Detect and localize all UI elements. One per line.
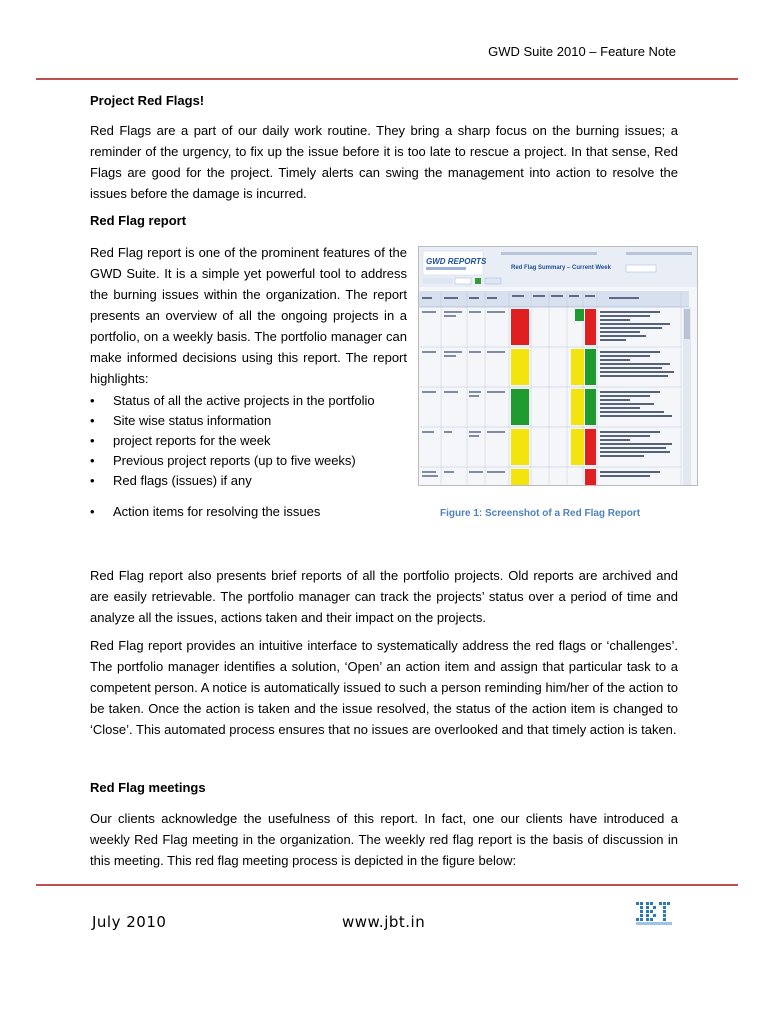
- bullet-icon: •: [90, 473, 95, 488]
- header-rule: [36, 78, 738, 80]
- figure-caption: Figure 1: Screenshot of a Red Flag Report: [440, 508, 641, 519]
- footer-rule: [36, 884, 738, 886]
- report-screenshot-image: [419, 247, 697, 485]
- bullet-icon: •: [90, 453, 95, 468]
- footer-url[interactable]: www.jbt.in: [342, 913, 426, 931]
- intro-paragraph: Red Flags are a part of our daily work routine. They bring a sharp focus on the burning issues; a reminder of the urgency, to fix up the issue before it is too late to rescue a project. In that sense, Red Flags are good for the project. Timely alerts can swing the management into action to resolve the issues before the damage is incurred.: [90, 123, 678, 201]
- footer-date: July 2010: [92, 913, 167, 931]
- figure-logo-text: GWD REPORTS: [426, 257, 487, 266]
- action-items-paragraph: Red Flag report provides an intuitive interface to systematically address the red flags or ‘challenges’. The portfolio manager identifies a solution, ‘Open’ an action item and assign that particular task to a competent person. A notice is automatically issued to such a person reminding him/her of the action to be taken. Once the action is taken and the issue resolved, the status of the action item is changed to ‘Close’. This automated process ensures that no issues are overlooked and that timely action is taken.: [90, 638, 678, 737]
- highlights-list: [90, 391, 400, 491]
- heading-red-flag-meetings: Red Flag meetings: [90, 780, 206, 795]
- heading-red-flag-report: Red Flag report: [90, 213, 187, 228]
- jbt-logo: [633, 898, 675, 928]
- bullet-icon: •: [90, 504, 95, 519]
- list-item: • Previous project reports (up to five weeks): [90, 451, 400, 471]
- bullet-icon: •: [90, 413, 95, 428]
- list-item: • Site wise status information: [90, 411, 400, 431]
- document-header-title: GWD Suite 2010 – Feature Note: [488, 44, 676, 59]
- figure-subtitle: Red Flag Summary – Current Week: [511, 265, 611, 271]
- archive-paragraph: Red Flag report also presents brief reports of all the portfolio projects. Old reports are archived and are easily retrievable. The portfolio manager can track the projects’ status over a period of time and analyze all the issues, actions taken and their impact on the projects.: [90, 568, 678, 625]
- bullet-icon: •: [90, 393, 95, 408]
- bullet-icon: •: [90, 433, 95, 448]
- highlights-list-last: [90, 502, 400, 522]
- list-item: • Action items for resolving the issues: [90, 502, 400, 522]
- list-item: • Red flags (issues) if any: [90, 471, 400, 491]
- list-item: • project reports for the week: [90, 431, 400, 451]
- meetings-paragraph: Our clients acknowledge the usefulness of this report. In fact, one our clients have introduced a weekly Red Flag meeting in the organization. The weekly red flag report is the basis of discussion in this meeting. This red flag meeting process is depicted in the figure below:: [90, 811, 678, 868]
- heading-project-red-flags: Project Red Flags!: [90, 93, 205, 108]
- report-paragraph: Red Flag report is one of the prominent features of the GWD Suite. It is a simple yet powerful tool to address the burning issues within the organization. The report presents an overview of all the ongoing projects in a portfolio, on a weekly basis. The portfolio manager can make informed decisions using this report. The report highlights:: [90, 245, 407, 386]
- red-flag-report-screenshot: [418, 246, 698, 486]
- list-item: • Status of all the active projects in the portfolio: [90, 391, 400, 411]
